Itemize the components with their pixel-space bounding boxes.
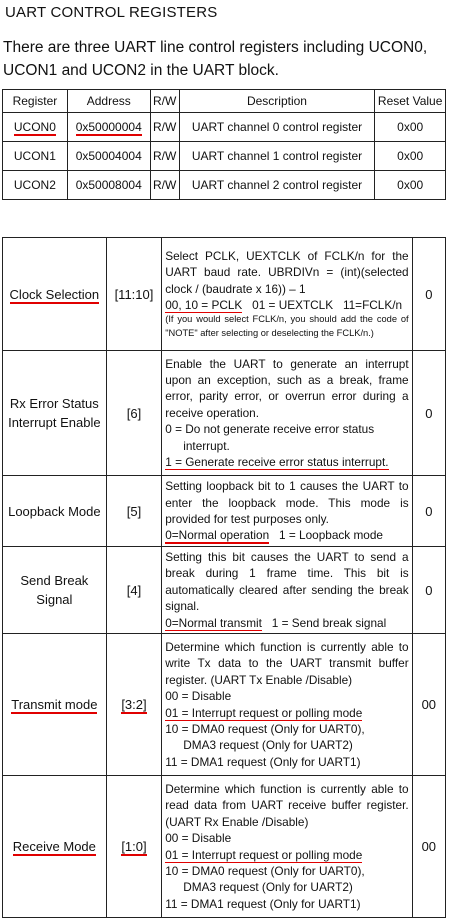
reset-cell: 0x00 (375, 113, 446, 142)
description-cell (162, 476, 412, 547)
field-name-cell (3, 238, 107, 351)
bits-value: [3:2] (121, 697, 147, 712)
table-row (3, 113, 446, 142)
option-text: 11 = DMA1 request (Only for UART1) (165, 754, 361, 769)
reset-cell: 0x00 (375, 142, 446, 171)
bits-cell (106, 634, 162, 776)
bits-cell: [11:10] (106, 238, 162, 351)
description-cell (162, 238, 412, 351)
page-title: UART CONTROL REGISTERS (5, 4, 218, 21)
option-text: 0=Normal operation (165, 528, 270, 543)
register-cell (3, 113, 68, 142)
register-name: UCON0 (13, 120, 56, 134)
description-cell: UART channel 2 control register (179, 171, 375, 200)
table-row (3, 351, 446, 476)
table-row (3, 776, 446, 918)
option-line (165, 615, 408, 631)
address-value: 0x50000004 (75, 120, 142, 134)
description-cell: UART channel 1 control register (179, 142, 375, 171)
field-name: Clock Selection (9, 286, 100, 302)
field-name: Rx Error Status (9, 396, 99, 411)
table-row (3, 476, 446, 547)
option-line (165, 454, 408, 470)
field-name: Interrupt Enable (8, 415, 101, 430)
field-name-cell (3, 776, 107, 918)
table-row (3, 171, 446, 200)
bits-cell: [4] (106, 547, 162, 634)
col-header-description: Description (179, 90, 375, 113)
register-table-header (3, 90, 446, 113)
option-line (165, 847, 408, 863)
option-text: 0 = Do not generate receive error status (165, 422, 375, 437)
option-text: DMA3 request (Only for UART2) (183, 880, 353, 895)
reset-cell: 00 (412, 776, 445, 918)
register-table (2, 89, 446, 200)
description-cell (162, 547, 412, 634)
table-row (3, 547, 446, 634)
option-line (165, 705, 408, 721)
description-cell (162, 776, 412, 918)
field-name: Transmit mode (11, 697, 98, 712)
option-text: 1 = Send break signal (261, 615, 387, 630)
address-cell: 0x50008004 (67, 171, 150, 200)
description-cell (162, 351, 412, 476)
table-row (3, 142, 446, 171)
field-name-cell (3, 351, 107, 476)
option-text: 1 = Generate receive error status interrupt. (165, 455, 389, 470)
rw-cell: R/W (150, 113, 179, 142)
table-row (3, 634, 446, 776)
description-text: Setting this bit causes the UART to send a break during 1 frame time. This bit is automatically cleared after sending the break signal. (165, 549, 409, 614)
option-text: 11 = DMA1 request (Only for UART1) (165, 896, 361, 911)
description-cell: UART channel 0 control register (179, 113, 375, 142)
register-cell: UCON2 (3, 171, 68, 200)
option-text: 10 = DMA0 request (Only for UART0), (165, 863, 365, 878)
reset-cell: 0 (412, 547, 445, 634)
col-header-register: Register (3, 90, 68, 113)
rw-cell: R/W (150, 171, 179, 200)
description-text: Setting loopback bit to 1 causes the UART to enter the loopback mode. This mode is provided for test purposes only. (165, 479, 409, 526)
description-cell (162, 634, 412, 776)
option-text: 01 = Interrupt request or polling mode (165, 847, 363, 862)
description-text: Determine which function is currently able to write Tx data to the UART transmit buffer register. (UART Tx Enable /Disable) (165, 639, 409, 687)
field-name: Receive Mode (12, 839, 96, 854)
option-text: 1 = Loopback mode (269, 528, 383, 543)
option-line (165, 297, 408, 313)
option-text: DMA3 request (Only for UART2) (183, 738, 353, 753)
option-text: 00 = Disable (165, 689, 232, 704)
description-text: Determine which function is currently able to read data from UART receive buffer register. (UART Rx Enable /Disable) (165, 781, 409, 829)
bits-cell: [6] (106, 351, 162, 476)
description-text: Select PCLK, UEXTCLK of FCLK/n for the UART baud rate. UBRDIVn = (int)(selected clock / (baudrate x 16)) – 1 (165, 248, 409, 296)
intro-paragraph: There are three UART line control registers including UCON0, UCON1 and UCON2 in the UART block. (3, 39, 428, 79)
register-cell: UCON1 (3, 142, 68, 171)
reset-cell: 0x00 (375, 171, 446, 200)
reset-cell: 00 (412, 634, 445, 776)
field-name-cell (3, 634, 107, 776)
option-text: 10 = DMA0 request (Only for UART0), (165, 721, 365, 736)
reset-cell: 0 (412, 476, 445, 547)
option-text: 0=Normal transmit (165, 615, 262, 630)
bits-cell (106, 776, 162, 918)
option-text: 01 = UEXTCLK 11=FCLK/n (242, 297, 403, 312)
option-text: interrupt. (183, 438, 230, 453)
bit-field-table (2, 237, 446, 918)
option-text: 00, 10 = PCLK (165, 297, 243, 312)
field-name: Signal (36, 592, 73, 607)
field-name-cell (3, 547, 107, 634)
bits-cell: [5] (106, 476, 162, 547)
field-name-cell: Loopback Mode (3, 476, 107, 547)
col-header-rw: R/W (150, 90, 179, 113)
option-text: 01 = Interrupt request or polling mode (165, 705, 363, 720)
option-text: 00 = Disable (165, 831, 232, 846)
col-header-address: Address (67, 90, 150, 113)
table-row (3, 238, 446, 351)
address-cell (67, 113, 150, 142)
col-header-reset: Reset Value (375, 90, 446, 113)
reset-cell: 0 (412, 238, 445, 351)
option-line (165, 527, 408, 543)
note-text: (If you would select FCLK/n, you should add the code of "NOTE" after selecting or deselecting the FCLK/n.) (165, 314, 409, 338)
reset-cell: 0 (412, 351, 445, 476)
description-text: Enable the UART to generate an interrupt upon an exception, such as a break, frame error, parity error, or overrun error during a receive operation. (165, 356, 409, 420)
rw-cell: R/W (150, 142, 179, 171)
address-cell: 0x50004004 (67, 142, 150, 171)
field-name: Send Break (20, 573, 89, 588)
bits-value: [1:0] (121, 839, 147, 854)
